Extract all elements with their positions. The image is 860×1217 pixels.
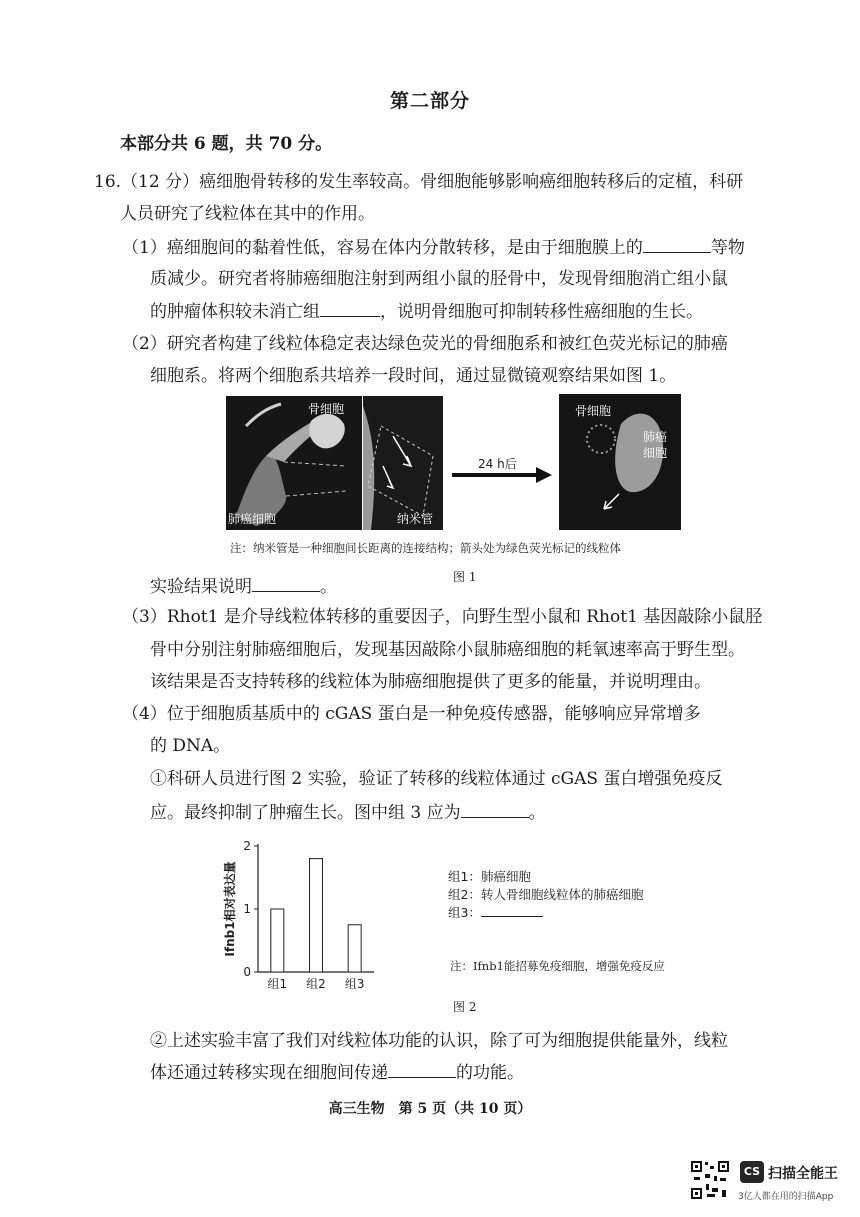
q16-line1: 16.（12 分）癌细胞骨转移的发生率较高。骨细胞能够影响癌细胞转移后的定植，科研 bbox=[94, 172, 744, 192]
q16-p4-line2: 的 DNA。 bbox=[150, 736, 231, 756]
label-bone-cell: 骨细胞 bbox=[308, 402, 345, 416]
figure2-caption: 图 2 bbox=[453, 1000, 477, 1014]
q16-p1-line2: 质减少。研究者将肺癌细胞注射到两组小鼠的胫骨中，发现骨细胞消亡组小鼠 bbox=[150, 269, 728, 289]
label-nanotube: 纳米管 bbox=[397, 512, 434, 526]
label-lung-cancer-cell: 肺癌细胞 bbox=[228, 512, 277, 526]
q16-p4-line1: （4）位于细胞质基质中的 cGAS 蛋白是一种免疫传感器，能够响应异常增多 bbox=[122, 704, 701, 724]
scanner-brand: 扫描全能王 bbox=[768, 1166, 838, 1182]
q16-p3-line1: （3）Rhot1 是介导线粒体转移的重要因子，向野生型小鼠和 Rhot1 基因敲除小鼠胫 bbox=[122, 607, 763, 627]
label-bone-cell-right: 骨细胞 bbox=[575, 404, 612, 418]
arrow-label-24h: 24 h后 bbox=[478, 457, 517, 471]
legend-group3: 组3： bbox=[448, 904, 543, 921]
legend-group1: 组1：肺癌细胞 bbox=[448, 869, 531, 884]
figure2-note: 注：Ifnb1能招募免疫细胞，增强免疫反应 bbox=[450, 959, 665, 973]
page-footer: 高三生物 第 5 页（共 10 页） bbox=[328, 1101, 532, 1117]
y-tick-label: 0 bbox=[243, 965, 251, 979]
q16-line2: 人员研究了线粒体在其中的作用。 bbox=[120, 204, 375, 224]
answer-blank-5[interactable] bbox=[388, 1061, 456, 1078]
micrograph-zoom-panel bbox=[363, 396, 443, 530]
label-lung-cancer-right-1: 肺癌 bbox=[643, 430, 668, 444]
x-tick-label: 组1 bbox=[267, 977, 288, 991]
figure1-note: 注：纳米管是一种细胞间长距离的连接结构；箭头处为绿色荧光标记的线粒体 bbox=[230, 541, 621, 555]
q16-p2-line1: （2）研究者构建了线粒体稳定表达绿色荧光的骨细胞系和被红色荧光标记的肺癌 bbox=[122, 334, 728, 354]
y-tick-label: 2 bbox=[243, 839, 251, 853]
qr-code-icon bbox=[690, 1160, 730, 1200]
y-tick-label: 1 bbox=[243, 902, 251, 916]
arrow-right-icon bbox=[450, 466, 554, 484]
y-axis-label: Ifnb1相对表达量 bbox=[223, 861, 237, 957]
q16-p3-line3: 该结果是否支持转移的线粒体为肺癌细胞提供了更多的能量，并说明理由。 bbox=[150, 672, 711, 692]
q16-p4-sub1-line1: ①科研人员进行图 2 实验，验证了转移的线粒体通过 cGAS 蛋白增强免疫反 bbox=[150, 769, 723, 789]
label-lung-cancer-right-2: 细胞 bbox=[643, 446, 668, 460]
figure2-bar-chart bbox=[222, 834, 382, 994]
section-title: 第二部分 bbox=[389, 90, 470, 112]
answer-blank-4[interactable] bbox=[461, 801, 529, 818]
answer-blank-3[interactable] bbox=[252, 575, 320, 592]
q16-p2-line3: 实验结果说明 。 bbox=[150, 577, 337, 597]
bar-1 bbox=[271, 909, 284, 972]
section-intro: 本部分共 6 题，共 70 分。 bbox=[120, 134, 333, 154]
micrograph-right-panel bbox=[559, 394, 681, 530]
bar-2 bbox=[310, 859, 323, 972]
micrograph-left-panel bbox=[226, 396, 362, 530]
q16-p4-sub2-line2: 体还通过转移实现在细胞间传递 的功能。 bbox=[150, 1063, 524, 1083]
x-tick-label: 组2 bbox=[306, 977, 326, 991]
figure1-caption: 图 1 bbox=[453, 570, 477, 584]
q16-p3-line2: 骨中分别注射肺癌细胞后，发现基因敲除小鼠肺癌细胞的耗氧速率高于野生型。 bbox=[150, 640, 745, 660]
q16-p4-sub2-line1: ②上述实验丰富了我们对线粒体功能的认识，除了可为细胞提供能量外，线粒 bbox=[150, 1031, 728, 1051]
x-tick-label: 组3 bbox=[344, 977, 365, 991]
legend-group2: 组2：转人骨细胞线粒体的肺癌细胞 bbox=[448, 887, 644, 902]
q16-p2-line2: 细胞系。将两个细胞系共培养一段时间，通过显微镜观察结果如图 1。 bbox=[150, 366, 677, 386]
answer-blank-2[interactable] bbox=[320, 300, 380, 317]
q16-p1-line1: （1）癌细胞间的黏着性低，容易在体内分散转移，是由于细胞膜上的 等物 bbox=[122, 238, 745, 258]
answer-blank-1[interactable] bbox=[643, 236, 711, 253]
scanner-logo-icon: CS bbox=[740, 1161, 764, 1183]
scanner-subtitle: 3亿人都在用的扫描App bbox=[738, 1192, 834, 1202]
legend-blank bbox=[481, 904, 543, 917]
bar-3 bbox=[348, 925, 361, 972]
q16-p1-line3: 的肿瘤体积较未消亡组 ，说明骨细胞可抑制转移性癌细胞的生长。 bbox=[150, 302, 703, 322]
q16-p4-sub1-line2: 应。最终抑制了肿瘤生长。图中组 3 应为 。 bbox=[150, 803, 546, 823]
